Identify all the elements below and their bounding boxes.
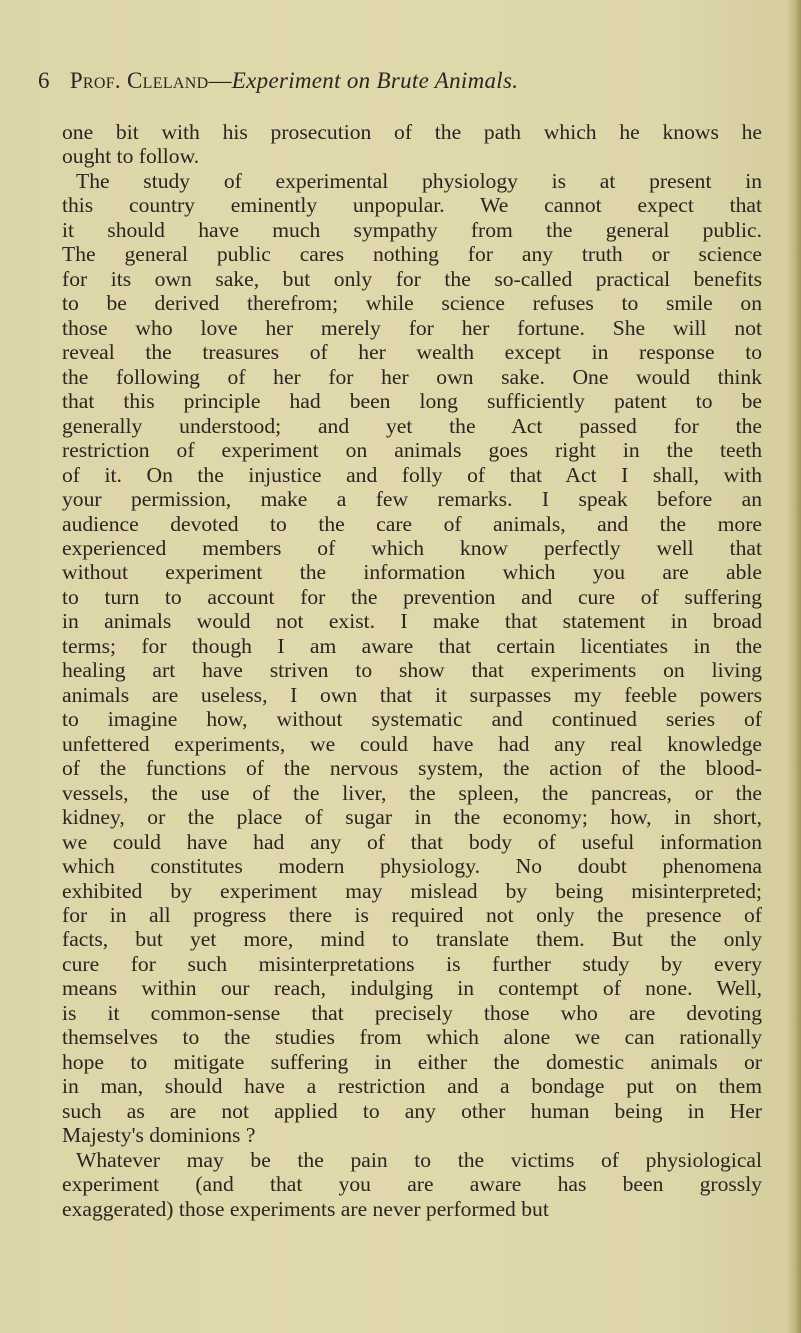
text-line: such as are not applied to any other human being in Her [62,1098,762,1123]
header-dash: — [208,68,232,93]
page-edge-shadow [787,0,801,1333]
text-line: hope to mitigate suffering in either the domestic animals or [62,1049,762,1074]
text-line: those who love her merely for her fortune. She will not [62,315,762,340]
text-line: the following of her for her own sake. One would think [62,364,762,389]
running-header [38,68,518,94]
text-line: themselves to the studies from which alone we can rationally [62,1025,762,1050]
page-number: 6 [38,68,50,93]
text-line: that this principle had been long sufficiently patent to be [62,389,762,414]
text-line: experienced members of which know perfectly well that [62,535,762,560]
text-line: kidney, or the place of sugar in the economy; how, in short, [62,805,762,830]
text-line: generally understood; and yet the Act passed for the [62,413,762,438]
text-line: experiment (and that you are aware has been grossly [62,1172,762,1197]
text-line: facts, but yet more, mind to translate them. But the only [62,927,762,952]
text-line: exhibited by experiment may mislead by being misinterpreted; [62,878,762,903]
text-line: healing art have striven to show that experiments on living [62,658,762,683]
text-line: in animals would not exist. I make that statement in broad [62,609,762,634]
text-line: animals are useless, I own that it surpasses my feeble powers [62,682,762,707]
text-line: to be derived therefrom; while science refuses to smile on [62,291,762,316]
text-line: exaggerated) those experiments are never performed but [62,1196,549,1221]
header-author: Prof. Cleland [69,68,209,93]
text-line: without experiment the information which you are able [62,560,762,585]
text-line: in man, should have a restriction and a bondage put on them [62,1074,762,1099]
text-line: ought to follow. [62,144,200,169]
text-line: vessels, the use of the liver, the spleen, the pancreas, or the [62,780,762,805]
text-line: one bit with his prosecution of the path which he knows he [62,120,762,144]
text-line: is it common-sense that precisely those who are devoting [62,1000,762,1025]
text-line: Majesty's dominions ? [62,1123,256,1148]
text-line: cure for such misinterpretations is further study by every [62,951,762,976]
body-text [62,120,762,1221]
text-line: audience devoted to the care of animals, and the more [62,511,762,536]
text-line: reveal the treasures of her wealth except in response to [62,340,762,365]
text-line: unfettered experiments, we could have had any real knowledge [62,731,762,756]
text-line: which constitutes modern physiology. No doubt phenomena [62,854,762,879]
text-line: it should have much sympathy from the general public. [62,217,762,242]
text-line: means within our reach, indulging in contempt of none. Well, [62,976,762,1001]
text-line: to imagine how, without systematic and continued series of [62,707,762,732]
header-title: Experiment on Brute Animals. [231,68,519,93]
text-line: Whatever may be the pain to the victims of physiological [76,1147,762,1172]
text-line: The general public cares nothing for any truth or science [62,242,762,267]
text-line: restriction of experiment on animals goes right in the teeth [62,438,762,463]
text-line: of the functions of the nervous system, the action of the blood- [62,756,762,781]
text-line: to turn to account for the prevention and cure of suffering [62,584,762,609]
text-line: this country eminently unpopular. We cannot expect that [62,193,762,218]
text-line: for its own sake, but only for the so-called practical benefits [62,266,762,291]
text-line: of it. On the injustice and folly of that Act I shall, with [62,462,762,487]
text-line: The study of experimental physiology is at present in [76,168,762,193]
text-line: your permission, make a few remarks. I speak before an [62,487,762,512]
text-line: we could have had any of that body of useful information [62,829,762,854]
text-line: for in all progress there is required not only the presence of [62,903,762,927]
text-line: terms; for though I am aware that certain licentiates in the [62,633,762,658]
